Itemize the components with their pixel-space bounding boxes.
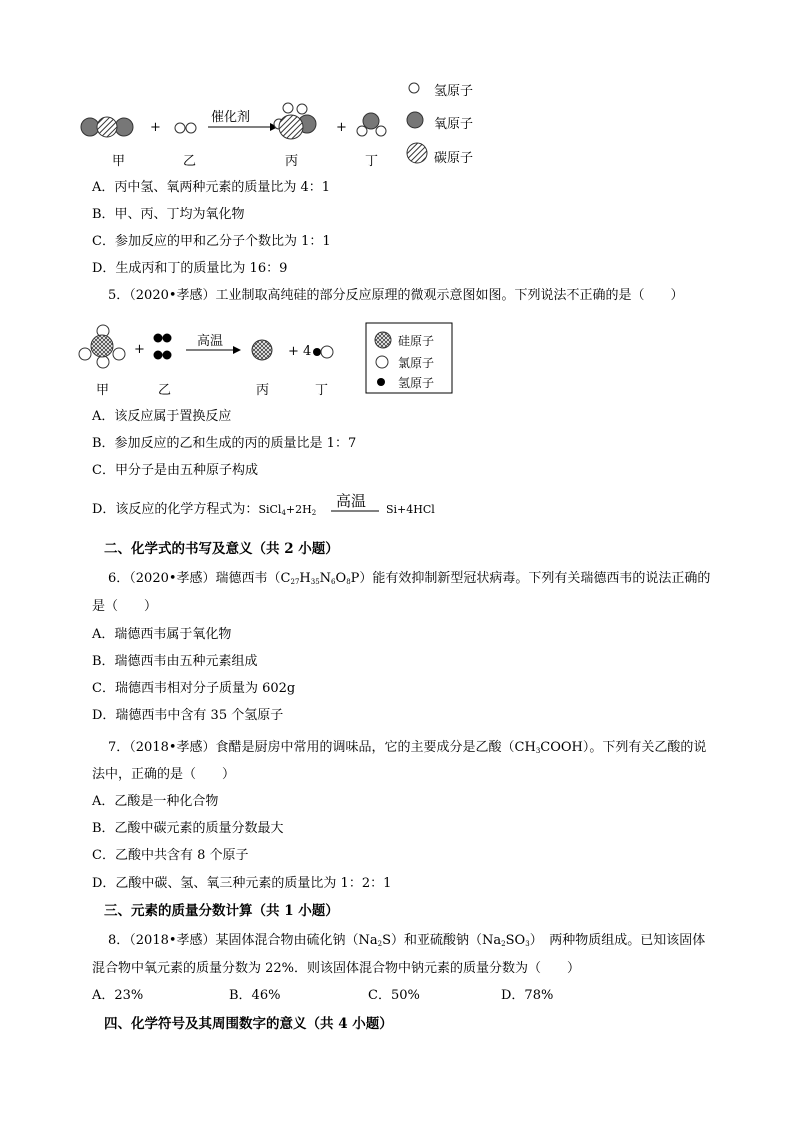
section-3-heading: 三、元素的质量分数计算（共 1 小题） [104,903,339,919]
q5-molecule-bing [252,340,272,360]
q4-molecule-jia [81,117,133,137]
q5-coef: + 4 [288,344,312,359]
q5-optd-right: Si+4HCl [386,503,435,516]
q4-option-a: A．丙中氢、氧两种元素的质量比为 4：1 [92,180,331,195]
q7-stem-line1: 7．（2018•孝感）食醋是厨房中常用的调味品，它的主要成分是乙酸$(CH_3COOH)$。下列有关乙酸的说 [108,740,707,755]
q4-label-ding: 丁 [365,154,379,169]
q5-option-d [92,502,316,521]
q4-catalyst-label: 催化剂 [211,110,251,125]
legend-hydrogen-icon [409,83,419,93]
legend-chlorine-icon [376,356,388,368]
q6-stem-line1: 6．（2020•孝感）瑞德西韦$(C_{27}H_{35}N_6O_8P)$能有效抑制新型冠状病毒。下列有关瑞德西韦的说法正确的 [108,571,711,586]
legend-carbon-icon [407,143,427,163]
section-4-heading: 四、化学符号及其周围数字的意义（共 4 小题） [104,1016,393,1032]
q5-optd-prefix: D．该反应的化学方程式为： [92,502,259,517]
q4-option-d: D．生成丙和丁的质量比为 16：9 [92,261,288,276]
q6-option-a: A．瑞德西韦属于氧化物 [92,627,232,642]
q7-option-b: B．乙酸中碳元素的质量分数最大 [92,821,284,836]
q4-option-b: B．甲、丙、丁均为氧化物 [92,207,245,222]
q5-optd-left: $SiCl_4+2H_2$ [258,503,317,517]
legend-silicon: 硅原子 [398,334,435,348]
legend-hydrogen2-icon [377,378,385,386]
q5-option-c: C．甲分子是由五种原子构成 [92,463,258,478]
q5-label-yi: 乙 [158,383,172,398]
q4-plus-1: + [150,120,161,135]
q5-stem: 5．（2020•孝感）工业制取高纯硅的部分反应原理的微观示意图如图。下列说法不正确的是（ ） [108,288,684,303]
q8-stem-line1: 8．（2018•孝感）某固体混合物由硫化钠$(Na_2S)$和亚硫酸钠$(Na_2SO_3)$ 两种物质组成。已知该固体 [108,933,706,948]
legend-oxygen-icon [407,112,423,128]
q5-label-jia: 甲 [96,383,110,398]
legend-oxygen: 氧原子 [434,117,474,132]
legend-chlorine: 氯原子 [398,356,435,370]
q5-condition-label: 高温 [197,334,224,349]
q5-plus-1: + [134,342,145,357]
q6-option-b: B．瑞德西韦由五种元素组成 [92,654,258,669]
q6-stem-line2: 是（ ） [92,599,158,614]
q4-label-bing: 丙 [285,154,299,169]
q7-option-a: A．乙酸是一种化合物 [92,794,219,809]
q8-option-c: C．50% [368,988,420,1003]
q5-molecule-yi [154,334,172,360]
q8-option-d: D．78% [501,988,554,1003]
q6-option-d: D．瑞德西韦中含有 35 个氢原子 [92,708,284,723]
q5-label-ding: 丁 [315,383,329,398]
q5-option-a: A．该反应属于置换反应 [92,409,232,424]
q5-label-bing: 丙 [256,383,270,398]
q5-optd-condition: 高温 [336,492,367,510]
q7-stem-line2: 法中，正确的是（ ） [92,767,236,782]
q5-molecule-jia [79,325,125,368]
legend-hydrogen2: 氢原子 [398,376,435,390]
q7-option-c: C．乙酸中共含有 8 个原子 [92,848,249,863]
section-2-heading: 二、化学式的书写及意义（共 2 小题） [104,541,339,557]
q5-option-b: B．参加反应的乙和生成的丙的质量比是 1：7 [92,436,357,451]
q8-option-a: A．23% [92,988,144,1003]
q4-option-c: C．参加反应的甲和乙分子个数比为 1：1 [92,234,331,249]
q4-molecule-ding [357,113,386,136]
legend-carbon: 碳原子 [434,151,474,166]
q5-molecule-ding [313,346,333,358]
legend-hydrogen: 氢原子 [434,84,474,99]
q4-molecule-bing [274,103,316,139]
q8-option-b: B．46% [229,988,281,1003]
q6-option-c: C．瑞德西韦相对分子质量为 602g [92,681,296,696]
legend-silicon-icon [375,332,391,348]
q4-plus-2: + [336,120,347,135]
q4-label-yi: 乙 [183,154,197,169]
q4-molecule-yi [175,123,196,133]
q8-stem-line2: 混合物中氧元素的质量分数为 22%．则该固体混合物中钠元素的质量分数为（ ） [92,961,581,976]
q7-option-d: D．乙酸中碳、氢、氧三种元素的质量比为 1：2：1 [92,876,392,891]
q4-label-jia: 甲 [112,154,126,169]
